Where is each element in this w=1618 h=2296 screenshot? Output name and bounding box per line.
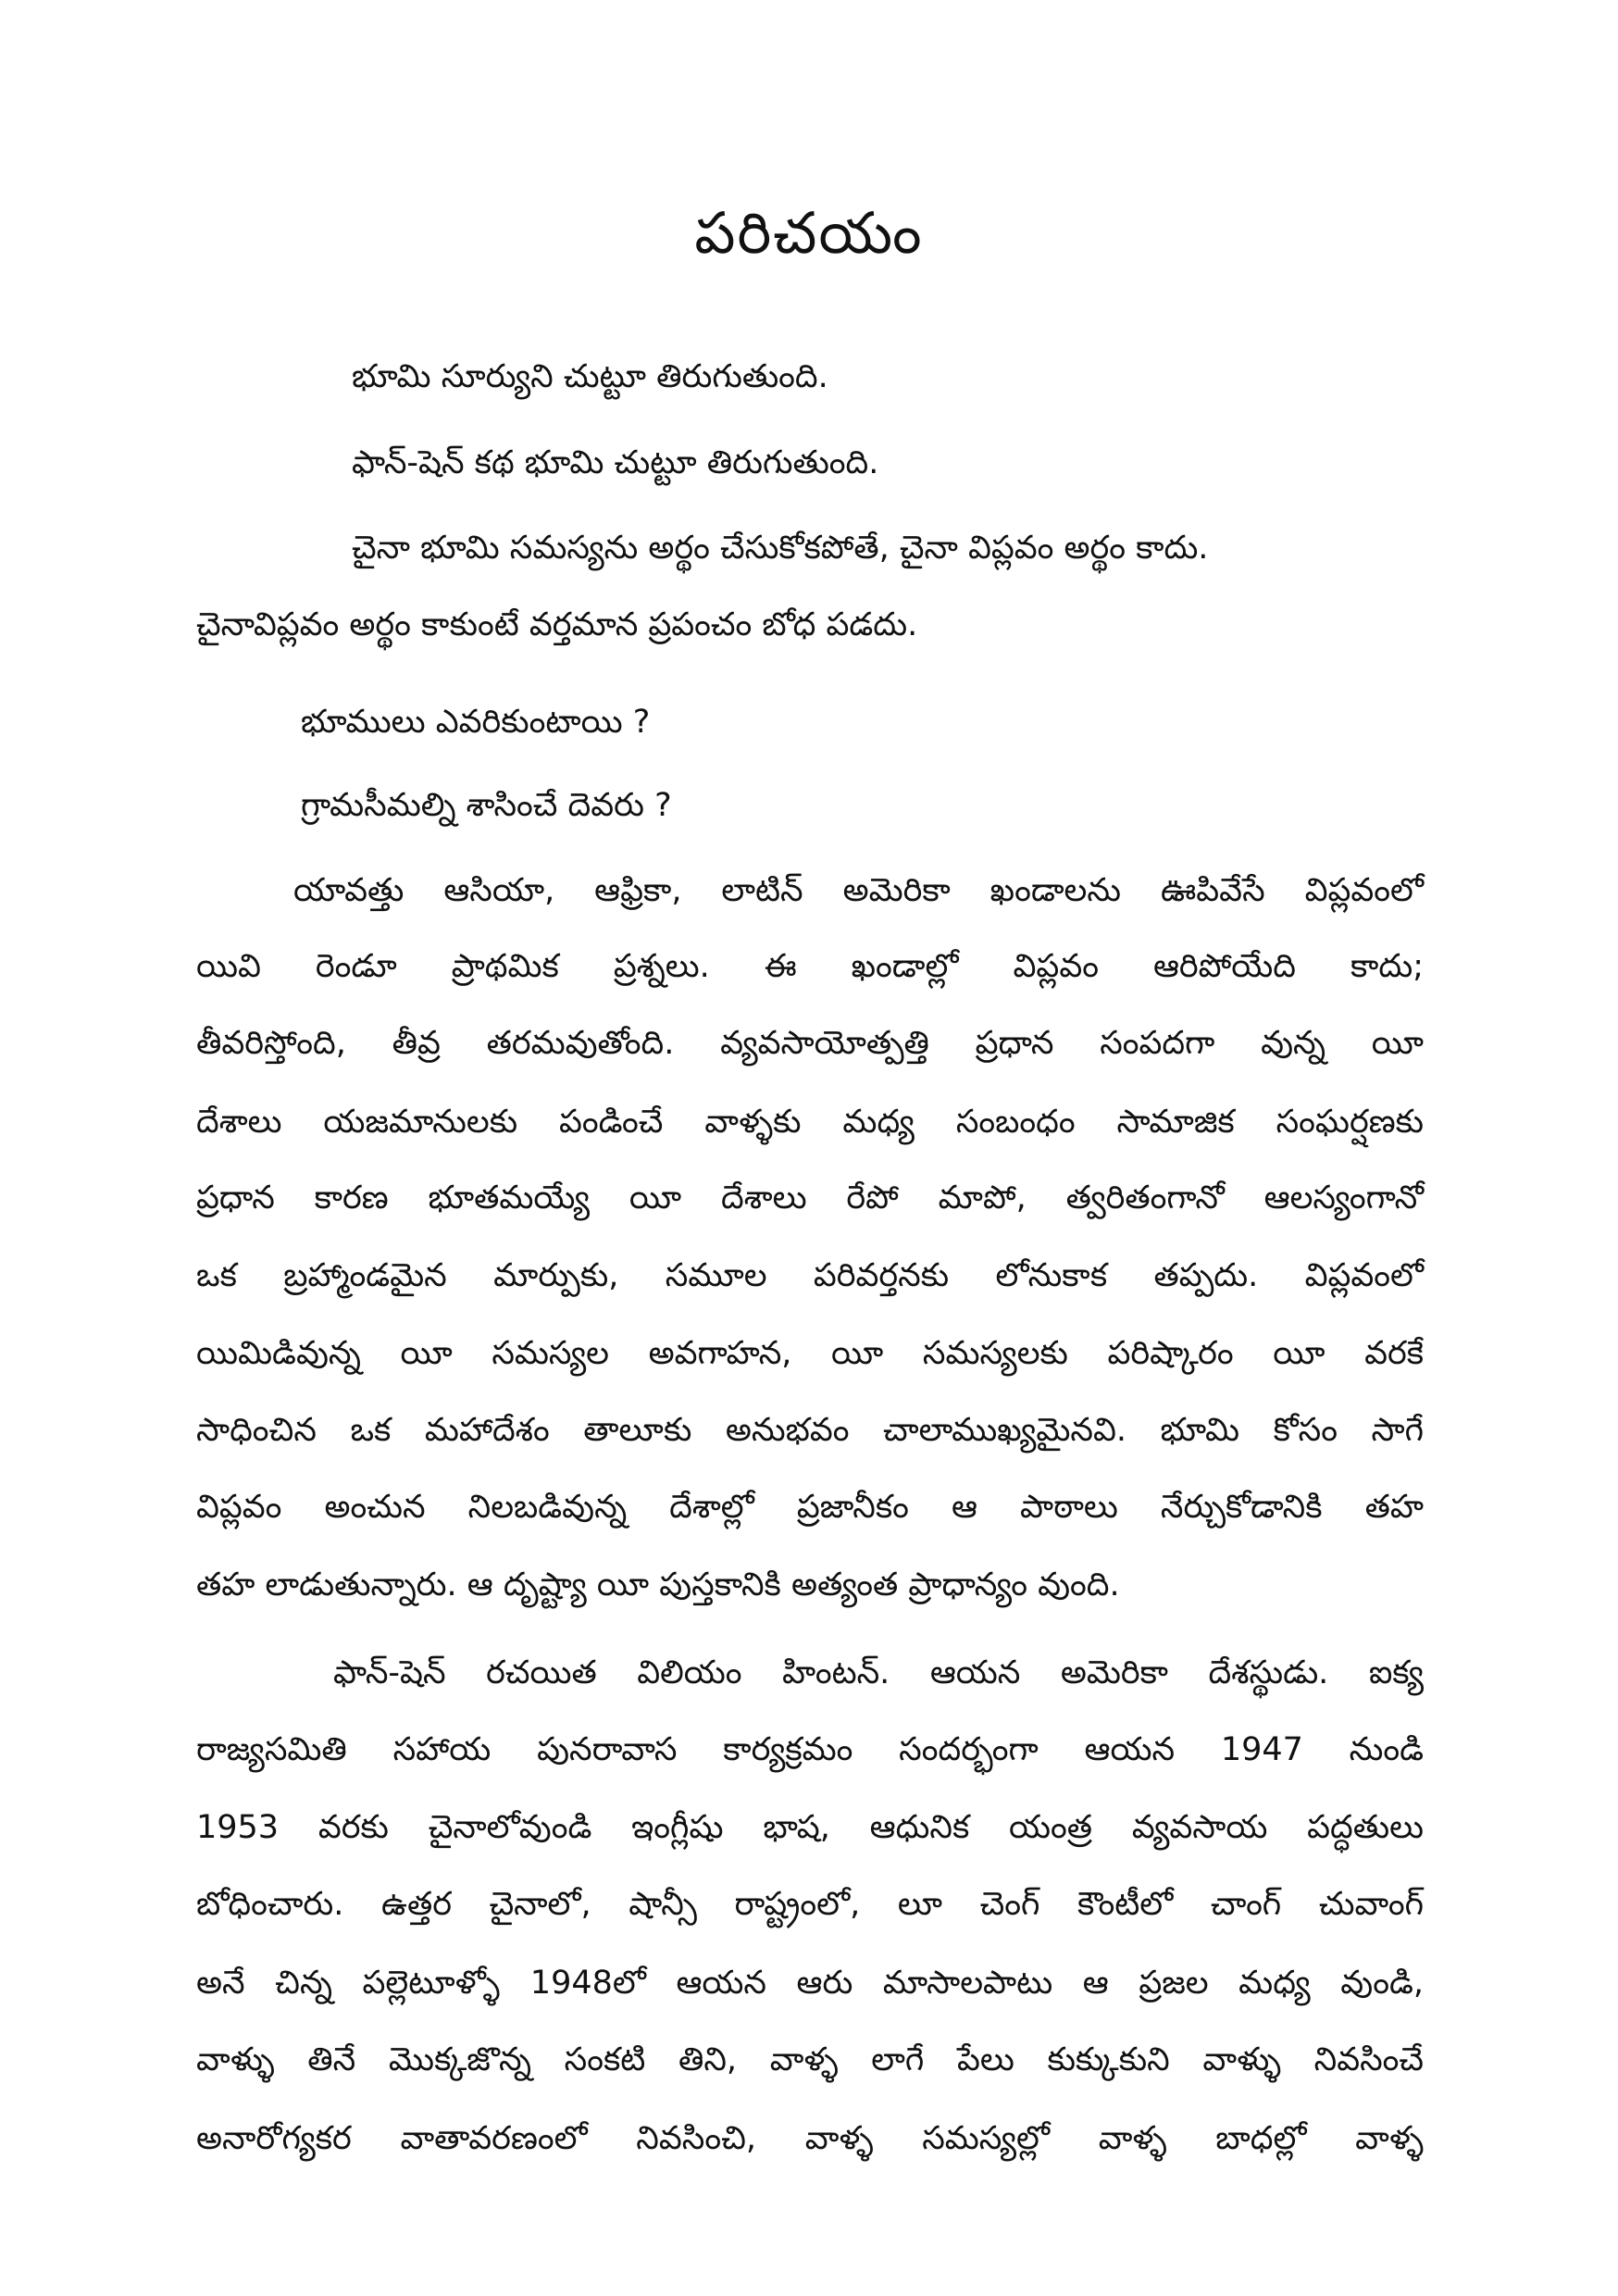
intro-line-1: భూమి సూర్యుని చుట్టూ తిరుగుతుంది.: [352, 358, 828, 395]
paragraph1-line: ప్రధాన కారణ భూతమయ్యే యీ దేశాలు రేపో మాపో, త్వరితంగానో ఆలస్యంగానో: [196, 1179, 1424, 1217]
paragraph1-line: ఒక బ్రహ్మాండమైన మార్పుకు, సమూల పరివర్తనకు లోనుకాక తప్పదు. విప్లవంలో: [196, 1257, 1424, 1294]
paragraph2-line: బోధించారు. ఉత్తర చైనాలో, షాన్సీ రాష్ట్రంలో, లూ చెంగ్ కౌంటీలో చాంగ్ చువాంగ్: [196, 1886, 1424, 1923]
paragraph1-line: తహ లాడుతున్నారు. ఆ దృష్ట్యా యీ పుస్తకానికి అత్యంత ప్రాధాన్యం వుంది.: [196, 1566, 1120, 1603]
paragraph2-line: రాజ్యసమితి సహాయ పునరావాస కార్యక్రమం సందర్భంగా ఆయన 1947 నుండి: [196, 1731, 1424, 1768]
paragraph1-line: తీవరిస్తోంది, తీవ్ర తరమవుతోంది. వ్యవసాయోత్పత్తి ప్రధాన సంపదగా వున్న యీ: [196, 1025, 1424, 1062]
intro-line-3: చైనా భూమి సమస్యను అర్థం చేసుకోకపోతే, చైనా విప్లవం అర్థం కాదు.: [352, 530, 1209, 567]
page-title: పరిచయం: [694, 199, 924, 267]
paragraph1-line: యావత్తు ఆసియా, ఆఫ్రికా, లాటిన్ అమెరికా ఖండాలను ఊపివేసే విప్లవంలో: [293, 872, 1424, 909]
paragraph2-line: అనారోగ్యకర వాతావరణంలో నివసించి, వాళ్ళ సమస్యల్లో వాళ్ళ బాధల్లో వాళ్ళ: [196, 2120, 1424, 2157]
paragraph1-line: దేశాలు యజమానులకు పండించే వాళ్ళకు మధ్య సంబంధం సామాజిక సంఘర్షణకు: [196, 1104, 1424, 1141]
intro-line-6: గ్రామసీమల్ని శాసించే దెవరు ?: [301, 787, 672, 824]
paragraph2-line: అనే చిన్న పల్లెటూళ్ళో 1948లో ఆయన ఆరు మాసాలపాటు ఆ ప్రజల మధ్య వుండి,: [196, 1965, 1424, 2002]
paragraph1-line: యివి రెండూ ప్రాథమిక ప్రశ్నలు. ఈ ఖండాల్లో విప్లవం ఆరిపోయేది కాదు;: [196, 948, 1424, 985]
paragraph1-line: విప్లవం అంచున నిలబడివున్న దేశాల్లో ప్రజానీకం ఆ పాఠాలు నేర్చుకోడానికి తహ: [196, 1489, 1424, 1526]
intro-line-5: భూములు ఎవరికుంటాయి ?: [301, 704, 651, 741]
intro-line-4: చైనావిప్లవం అర్థం కాకుంటే వర్తమాన ప్రపంచం బోధ పడదు.: [196, 606, 918, 643]
paragraph1-line: యిమిడివున్న యీ సమస్యల అవగాహన, యీ సమస్యలకు పరిష్కారం యీ వరకే: [196, 1335, 1424, 1372]
paragraph2-line: ఫాన్-షెన్ రచయిత విలియం హింటన్. ఆయన అమెరికా దేశస్థుడు. ఐక్య: [333, 1654, 1424, 1691]
intro-line-2: ఫాన్-షెన్ కథ భూమి చుట్టూ తిరుగుతుంది.: [352, 444, 879, 481]
paragraph2-line: వాళ్ళు తినే మొక్కజొన్న సంకటి తిని, వాళ్ళ లాగే పేలు కుక్కుకుని వాళ్ళు నివసించే: [196, 2041, 1424, 2078]
paragraph2-line: 1953 వరకు చైనాలోవుండి ఇంగ్లీషు భాష, ఆధునిక యంత్ర వ్యవసాయ పద్ధతులు: [196, 1809, 1424, 1846]
paragraph1-line: సాధించిన ఒక మహాదేశం తాలూకు అనుభవం చాలాముఖ్యమైనవి. భూమి కోసం సాగే: [196, 1412, 1424, 1449]
